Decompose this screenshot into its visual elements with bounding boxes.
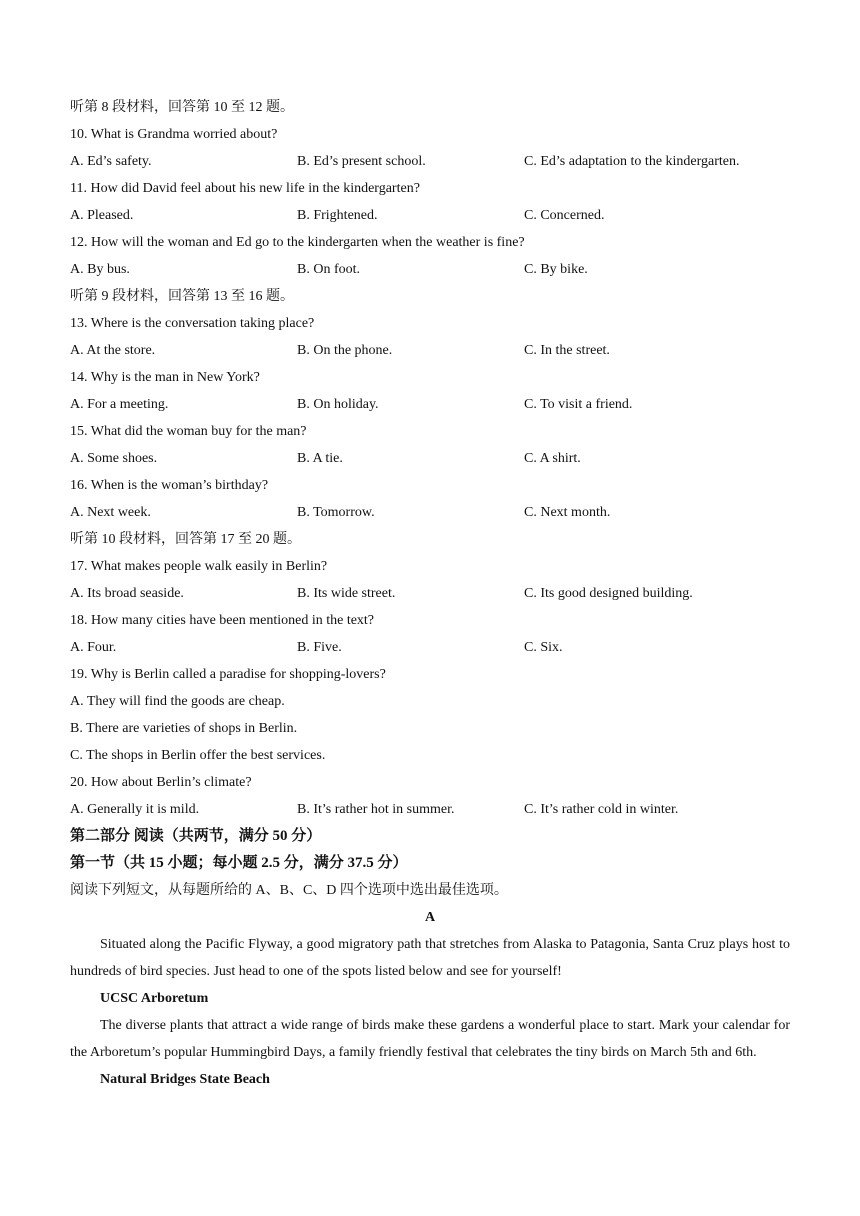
part2-heading: 第二部分 阅读（共两节，满分 50 分）	[70, 828, 322, 844]
answer-options	[70, 202, 790, 229]
option-b: B. On holiday.	[297, 397, 379, 412]
option-b: B. Frightened.	[297, 208, 378, 223]
answer-options	[70, 148, 790, 175]
option-c: C. Concerned.	[524, 208, 605, 223]
question-text: 18. How many cities have been mentioned in the text?	[70, 613, 375, 628]
question-text: B. There are varieties of shops in Berlin.	[70, 721, 298, 736]
option-a: A. Ed’s safety.	[70, 154, 152, 169]
answer-options	[70, 580, 790, 607]
question-text: 20. How about Berlin’s climate?	[70, 775, 252, 790]
option-c: C. By bike.	[524, 262, 588, 277]
answer-options	[70, 634, 790, 661]
option-b: B. Its wide street.	[297, 586, 396, 601]
option-c: C. Its good designed building.	[524, 586, 693, 601]
passage-letter: A	[424, 910, 436, 925]
option-a: A. For a meeting.	[70, 397, 169, 412]
question-text: 17. What makes people walk easily in Berlin?	[70, 559, 328, 574]
answer-options	[70, 796, 790, 823]
option-b: B. A tie.	[297, 451, 343, 466]
option-a: A. At the store.	[70, 343, 156, 358]
option-c: C. To visit a friend.	[524, 397, 633, 412]
section1-heading: 第一节（共 15 小题；每小题 2.5 分，满分 37.5 分）	[70, 855, 408, 871]
question-text: 15. What did the woman buy for the man?	[70, 424, 307, 439]
question-text: 10. What is Grandma worried about?	[70, 127, 278, 142]
question-text: 16. When is the woman’s birthday?	[70, 478, 269, 493]
option-c: C. It’s rather cold in winter.	[524, 802, 679, 817]
answer-options	[70, 445, 790, 472]
option-b: B. Ed’s present school.	[297, 154, 426, 169]
option-a: A. Its broad seaside.	[70, 586, 184, 601]
question-text: 13. Where is the conversation taking place?	[70, 316, 315, 331]
answer-options	[70, 391, 790, 418]
option-a: A. Generally it is mild.	[70, 802, 200, 817]
option-c: C. Ed’s adaptation to the kindergarten.	[524, 154, 740, 169]
option-a: A. Some shoes.	[70, 451, 158, 466]
answer-options	[70, 256, 790, 283]
question-text: C. The shops in Berlin offer the best services.	[70, 748, 326, 763]
option-c: C. Next month.	[524, 505, 611, 520]
question-text: 12. How will the woman and Ed go to the kindergarten when the weather is fine?	[70, 235, 525, 250]
option-b: B. On foot.	[297, 262, 360, 277]
question-text: 14. Why is the man in New York?	[70, 370, 260, 385]
material-note: 听第 8 段材料，回答第 10 至 12 题。	[70, 100, 294, 115]
place1-text: The diverse plants that attract a wide range of birds make these gardens a wonderful place to start. Mark your calendar for the Arboretum’s popular Hummingbird Days, a family friendly festival that celebrates the tiny birds on March 5th and 6th.	[70, 1018, 790, 1060]
material-note: 听第 10 段材料，回答第 17 至 20 题。	[70, 532, 301, 547]
place1-title: UCSC Arboretum	[100, 991, 209, 1006]
page-content	[70, 94, 790, 1093]
option-a: A. Next week.	[70, 505, 151, 520]
option-b: B. Five.	[297, 640, 342, 655]
question-text: 19. Why is Berlin called a paradise for shopping-lovers?	[70, 667, 386, 682]
place2-title: Natural Bridges State Beach	[100, 1072, 270, 1087]
option-a: A. By bus.	[70, 262, 130, 277]
option-c: C. In the street.	[524, 343, 610, 358]
question-text: 11. How did David feel about his new life in the kindergarten?	[70, 181, 420, 196]
option-a: A. Pleased.	[70, 208, 134, 223]
listening-section	[70, 94, 790, 823]
option-a: A. Four.	[70, 640, 117, 655]
option-c: C. Six.	[524, 640, 563, 655]
option-b: B. It’s rather hot in summer.	[297, 802, 455, 817]
passage-intro: Situated along the Pacific Flyway, a good migratory path that stretches from Alaska to Patagonia, Santa Cruz plays host to hundreds of bird species. Just head to one of the spots listed below and see for yourself!	[70, 937, 790, 979]
option-b: B. Tomorrow.	[297, 505, 375, 520]
reading-instruction: 阅读下列短文，从每题所给的 A、B、C、D 四个选项中选出最佳选项。	[70, 883, 508, 898]
answer-options	[70, 499, 790, 526]
option-c: C. A shirt.	[524, 451, 581, 466]
option-b: B. On the phone.	[297, 343, 393, 358]
question-text: A. They will find the goods are cheap.	[70, 694, 285, 709]
answer-options	[70, 337, 790, 364]
material-note: 听第 9 段材料，回答第 13 至 16 题。	[70, 289, 294, 304]
